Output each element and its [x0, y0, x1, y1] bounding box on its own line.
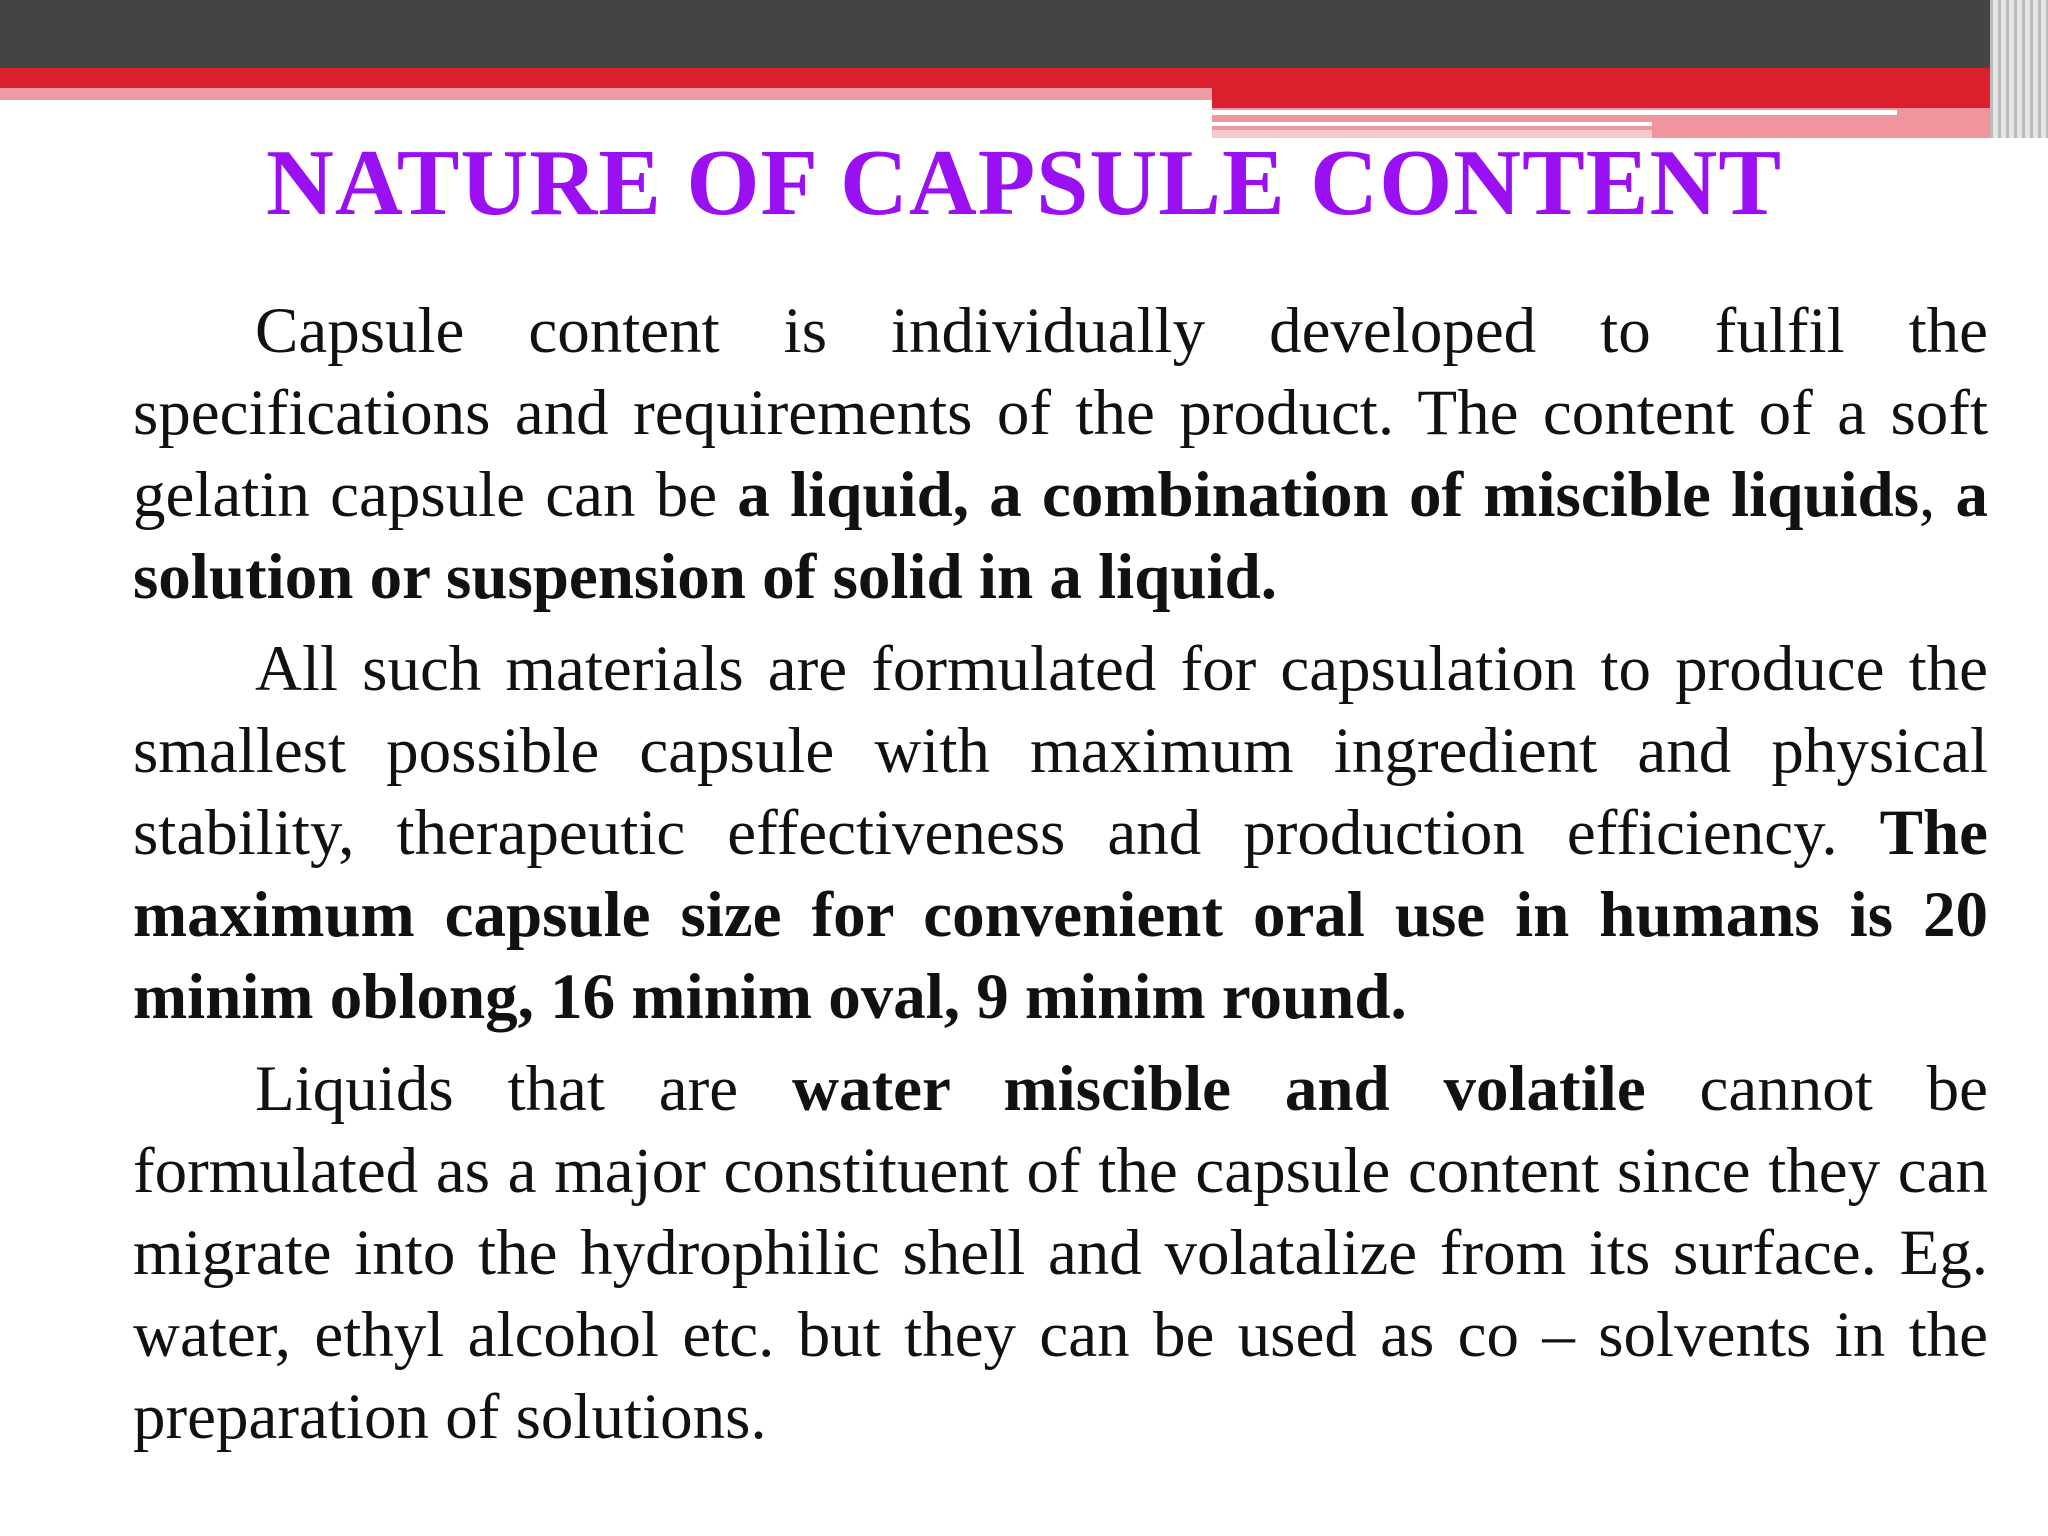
header-band-dark: [0, 0, 2048, 68]
text-run: ,: [1919, 459, 1956, 531]
text-run: Capsule content is individually developed to fulfil the specifications and requirements of the product. The content of a soft gelatin capsule can be: [133, 295, 1988, 531]
bold-text: a liquid, a combination of miscible liquids: [737, 459, 1919, 531]
text-run: Liquids that are: [255, 1053, 793, 1125]
paragraph: [133, 628, 1988, 1038]
slide-title: NATURE OF CAPSULE CONTENT: [265, 131, 1783, 235]
text-run: All such materials are formulated for capsulation to produce the smallest possible capsule with maximum ingredient and physical stability, therapeutic effectiveness and production efficiency.: [133, 633, 1988, 869]
header-band-pink: [0, 88, 1212, 100]
header-accent-line: [1212, 122, 1652, 126]
bold-text: water miscible and volatile: [792, 1053, 1646, 1125]
text-run: cannot be formulated as a major constituent of the capsule content since they can migrate into the hydrophilic shell and volatalize from its surface. Eg. water, ethyl alcohol etc. but they can be used as co – solvents in the preparation of solutions.: [133, 1053, 1989, 1453]
header-accent-line: [1212, 110, 1897, 115]
header-stripes: [1990, 0, 2048, 138]
paragraph: [133, 1048, 1988, 1458]
slide-body: [133, 290, 1988, 1468]
bold-text: a solution or suspension of solid in a liquid.: [133, 459, 1989, 613]
header-band-red-right: [1212, 88, 2012, 108]
paragraph: [133, 290, 1988, 618]
bold-text: The maximum capsule size for convenient oral use in humans is 20 minim oblong, 16 minim oval, 9 minim round.: [133, 797, 1988, 1033]
header-band-red: [0, 68, 2048, 88]
